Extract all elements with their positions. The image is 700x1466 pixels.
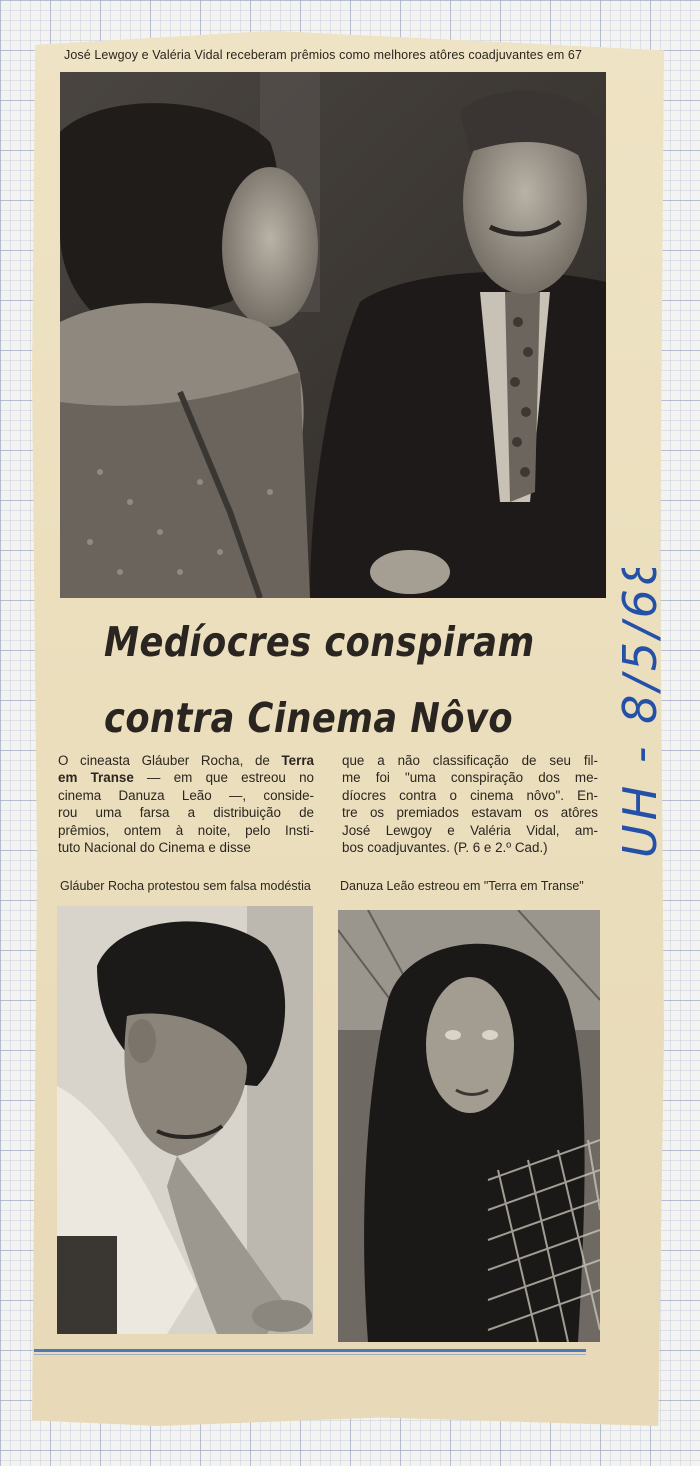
- handwritten-date-note: [600, 568, 680, 868]
- handwriting-text: UH - 8/5/68: [613, 568, 667, 858]
- caption-glauber-rocha: Gláuber Rocha protestou sem falsa modéstia: [60, 879, 311, 893]
- handwriting-svg: [600, 568, 680, 868]
- caption-danuza-leao: Danuza Leão estreou em "Terra em Transe": [340, 879, 584, 893]
- top-photo-caption: José Lewgoy e Valéria Vidal receberam prêmios como melhores atôres coadjuvantes em 67: [64, 48, 583, 62]
- blue-marker-line-secondary: [34, 1354, 586, 1355]
- article-column-right: que a não classificação de seu fil- me foi "uma conspiração dos me- díocres contra o cinema nôvo". En- tre os premiados estavam os atôres José Lewgoy e Valéria Vidal, am- bos coadjuvantes. (P. 6 e 2.º Cad.): [342, 753, 598, 856]
- photo-danuza-leao: [338, 910, 600, 1342]
- blue-marker-line: [34, 1349, 586, 1352]
- photo-glauber-rocha: [57, 906, 313, 1334]
- article-column-left: O cineasta Gláuber Rocha, de Terra em Transe — em que estreou no cinema Danuza Leão —, conside- rou uma farsa a distribuição de prêmios, ontem à noite, pelo Insti- tuto Nacional do Cinema e disse: [58, 753, 314, 856]
- photo-lewgoy-vidal: [60, 72, 606, 598]
- headline-line-2: contra Cinema Nôvo: [104, 694, 514, 742]
- headline-line-1: Medíocres conspiram: [104, 618, 535, 666]
